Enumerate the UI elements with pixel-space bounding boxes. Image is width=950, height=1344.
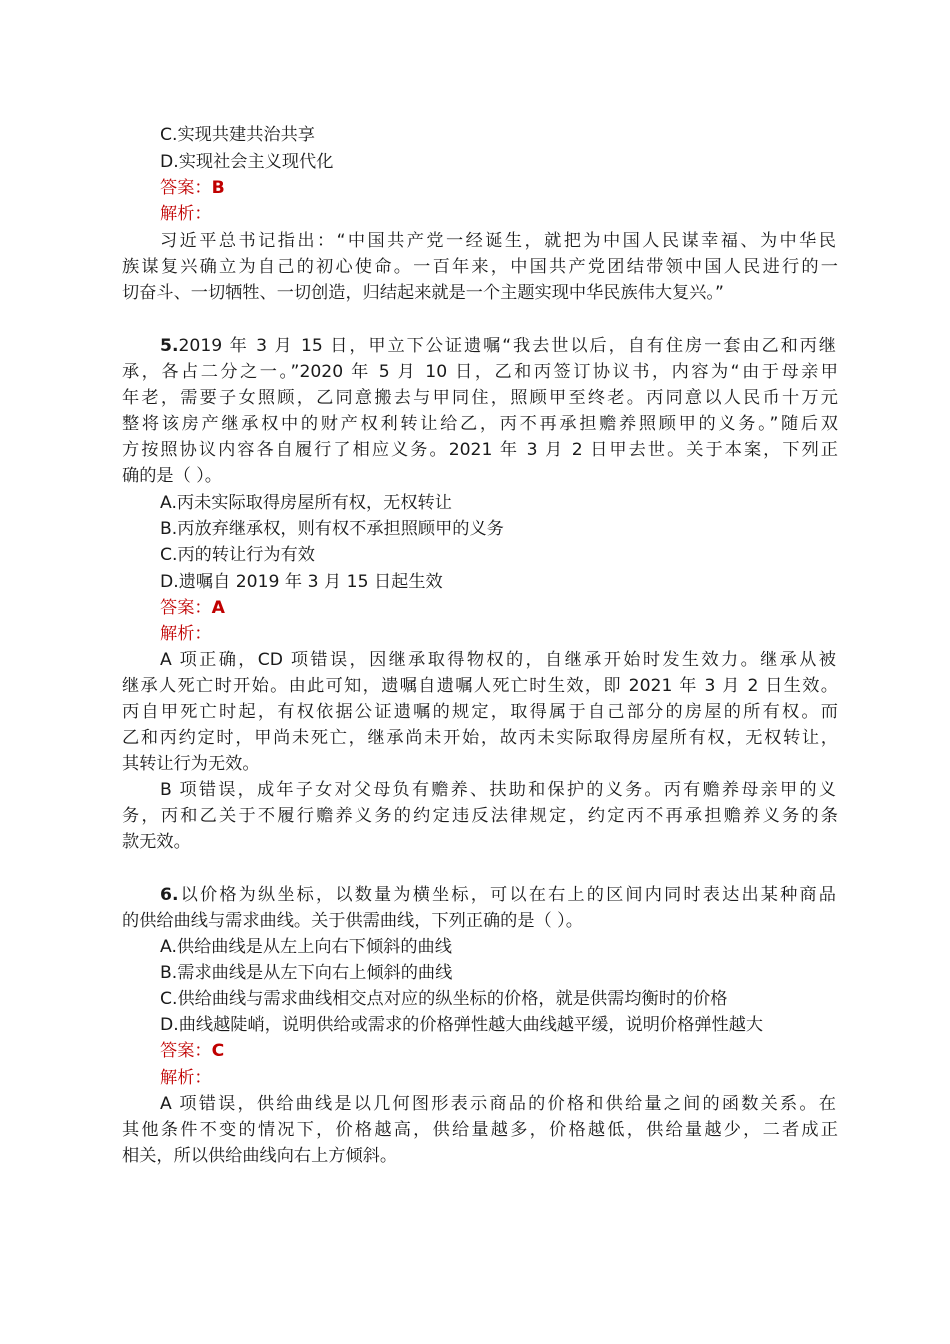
question-number: 5. [160,336,179,356]
q4-analysis-line: 习近平总书记指出：“中国共产党一经诞生，就把为中国人民谋幸福、为中华民 [160,231,836,251]
q6-analysis-line: 其他条件不变的情况下，价格越高，供给量越多，价格越低，供给量越少，二者成正 [122,1120,838,1140]
q5-answer [160,596,876,621]
q4-option-d: D.实现社会主义现代化 [160,152,334,172]
q4-answer [160,176,876,201]
q6-option-b: B.需求曲线是从左下向右上倾斜的曲线 [160,963,453,983]
q5-option-d: D.遗嘱自 2019 年 3 月 15 日起生效 [160,572,443,592]
q6-option-c: C.供给曲线与需求曲线相交点对应的纵坐标的价格，就是供需均衡时的价格 [160,989,728,1009]
q5-analysis-line: 丙自甲死亡时起，有权依据公证遗嘱的规定，取得属于自己部分的房屋的所有权。而 [122,702,838,722]
q5-analysis-label: 解析： [160,624,212,644]
q4-analysis-line: 切奋斗、一切牺牲、一切创造，归结起来就是一个主题实现中华民族伟大复兴。” [122,283,724,303]
q4-analysis-line: 族谋复兴确立为自己的初心使命。一百年来，中国共产党团结带领中国人民进行的一 [122,257,838,277]
answer-label: 答案： [160,598,212,618]
answer-label: 答案： [160,1041,212,1061]
q5-analysis-line: 继承人死亡时开始。由此可知，遗嘱自遗嘱人死亡时生效，即 2021 年 3 月 2 日生效。 [122,676,838,696]
q5-stem-line: 确的是（ ）。 [122,466,222,486]
q5-analysis-line: 乙和丙约定时，甲尚未死亡，继承尚未开始，故丙未实际取得房屋所有权，无权转让， [122,728,838,748]
q5-option-b: B.丙放弃继承权，则有权不承担照顾甲的义务 [160,519,504,539]
question-number: 6. [160,885,179,905]
q5-analysis-line: 款无效。 [122,832,191,852]
q5-stem-line: 方按照协议内容各自履行了相应义务。2021 年 3 月 2 日甲去世。关于本案，下列正 [122,440,838,460]
q6-answer [160,1039,876,1064]
answer-label: 答案： [160,178,212,198]
q6-stem-first-line [160,883,836,908]
answer-value: B [211,178,225,198]
q5-analysis-line: 务，丙和乙关于不履行赡养义务的约定违反法律规定，约定丙不再承担赡养义务的条 [122,806,838,826]
q4-analysis-label: 解析： [160,204,212,224]
q5-analysis-line: A 项正确，CD 项错误，因继承取得物权的，自继承开始时发生效力。继承从被 [160,650,836,670]
q6-stem-line: 的供给曲线与需求曲线。关于供需曲线，下列正确的是（ ）。 [122,911,583,931]
q6-stem-text: 以价格为纵坐标，以数量为横坐标，可以在右上的区间内同时表达出某种商品 [178,885,836,905]
q5-stem-text: 2019 年 3 月 15 日，甲立下公证遗嘱“我去世以后，自有住房一套由乙和丙继 [178,336,836,356]
q6-option-a: A.供给曲线是从左上向右下倾斜的曲线 [160,937,452,957]
answer-value: C [211,1041,225,1061]
q5-stem-first-line [160,334,836,359]
q5-stem-line: 整将该房产继承权中的财产权利转让给乙，丙不再承担赡养照顾甲的义务。”随后双 [122,414,838,434]
q6-option-d: D.曲线越陡峭，说明供给或需求的价格弹性越大曲线越平缓，说明价格弹性越大 [160,1015,764,1035]
q5-stem-line: 承，各占二分之一。”2020 年 5 月 10 日，乙和丙签订协议书，内容为“由于母亲甲 [122,362,838,382]
q6-analysis-line: 相关，所以供给曲线向右上方倾斜。 [122,1146,398,1166]
q6-analysis-label: 解析： [160,1068,212,1088]
q4-option-c: C.实现共建共治共享 [160,125,315,145]
q5-option-c: C.丙的转让行为有效 [160,545,315,565]
q5-option-a: A.丙未实际取得房屋所有权，无权转让 [160,493,452,513]
q5-analysis-line: 其转让行为无效。 [122,754,260,774]
q5-analysis-line: B 项错误，成年子女对父母负有赡养、扶助和保护的义务。丙有赡养母亲甲的义 [160,780,836,800]
answer-value: A [211,598,225,618]
q6-analysis-line: A 项错误，供给曲线是以几何图形表示商品的价格和供给量之间的函数关系。在 [160,1094,836,1114]
q5-stem-line: 年老，需要子女照顾，乙同意搬去与甲同住，照顾甲至终老。丙同意以人民币十万元 [122,388,838,408]
